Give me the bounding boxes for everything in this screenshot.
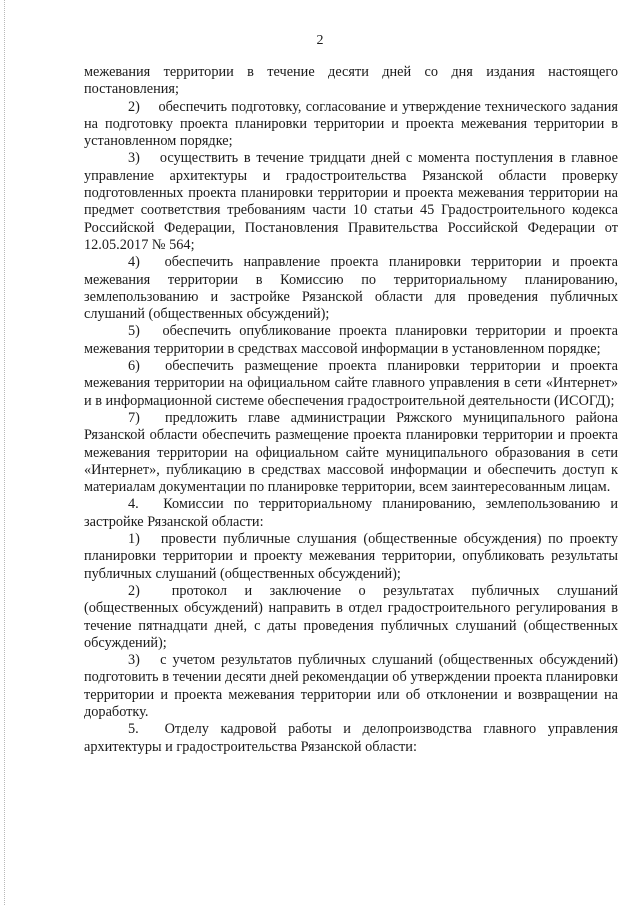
paragraph: 3) с учетом результатов публичных слушаний (общественных обсуждений) подготовить в течении десяти дней рекомендации об утверждении проекта планировки территории и проекта межевания территории или об отклонении и возвращении на доработку. [84, 652, 618, 720]
paragraph: 5. Отделу кадровой работы и делопроизводства главного управления архитектуры и градостроительства Рязанской области: [84, 721, 618, 755]
paragraph: 4) обеспечить направление проекта планировки территории и проекта межевания территории в Комиссию по территориальному планированию, землепользованию и застройке Рязанской области для проведения публичных слушаний (общественных обсуждений); [84, 254, 618, 323]
paragraph: 1) провести публичные слушания (общественные обсуждения) по проекту планировки территории и проекту межевания территории, опубликовать результаты публичных слушаний (общественных обсуждений); [84, 531, 618, 582]
paragraph: 6) обеспечить размещение проекта планировки территории и проекта межевания территории на официальном сайте главного управления в сети «Интернет» и в информационной системе обеспечения градостроительной деятельности (ИСОГД); [84, 358, 618, 409]
paragraph: 4. Комиссии по территориальному планированию, землепользованию и застройке Рязанской области: [84, 496, 618, 530]
paragraph: 3) осуществить в течение тридцати дней с момента поступления в главное управление архитектуры и градостроительства Рязанской области проверку подготовленных проекта планировки территории и проекта межевания территории на предмет соответствия требованиям части 10 статьи 45 Градостроительного кодекса Российской Федерации, Постановления Правительства Российской Федерации от 12.05.2017 № 564; [84, 150, 618, 253]
page-number: 2 [316, 33, 324, 48]
paragraph: 7) предложить главе администрации Ряжского муниципального района Рязанской области обеспечить размещение проекта планировки территории и проекта межевания территории на официальном сайте муниципального образования в сети «Интернет», публикацию в средствах массовой информации и обеспечить доступ к материалам документации по планировке территории, всем заинтересованным лицам. [84, 409, 618, 496]
paragraph: 2) обеспечить подготовку, согласование и утверждение технического задания на подготовку проекта планировки территории и проекта межевания территории в установленном порядке; [84, 98, 618, 150]
paragraph: 5) обеспечить опубликование проекта планировки территории и проекта межевания территории в средствах массовой информации в установленном порядке; [84, 323, 618, 357]
document-body [84, 64, 618, 756]
paragraph: 2) протокол и заключение о результатах публичных слушаний (общественных обсуждений) направить в отдел градостроительного регулирования в течение пятнадцати дней, с даты проведения публичных слушаний (общественных обсуждений); [84, 582, 618, 651]
scan-binding-edge [4, 0, 7, 905]
paragraph: межевания территории в течение десяти дней со дня издания настоящего постановления; [84, 64, 618, 98]
